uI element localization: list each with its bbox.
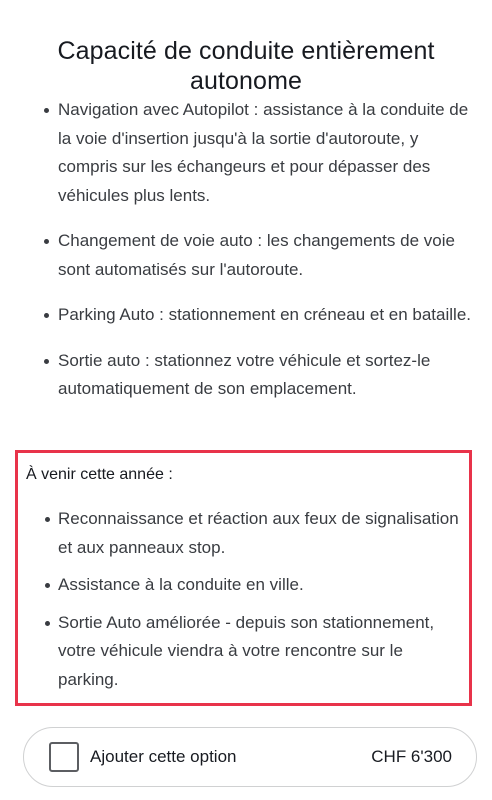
- add-option-checkbox[interactable]: [49, 742, 79, 772]
- add-option-toggle[interactable]: [23, 727, 477, 787]
- upcoming-features-highlight: [15, 450, 472, 706]
- add-option-label: Ajouter cette option: [90, 747, 237, 766]
- upcoming-feature-item: Assistance à la conduite en ville.: [18, 571, 469, 600]
- upcoming-feature-item: Sortie Auto améliorée - depuis son stationnement, votre véhicule viendra à votre rencontre sur le parking.: [18, 609, 469, 695]
- option-price: CHF 6'300: [371, 747, 452, 766]
- feature-item: Navigation avec Autopilot : assistance à la conduite de la voie d'insertion jusqu'à la sortie d'autoroute, y compris sur les échangeurs et pour dépasser des véhicules plus lents.: [0, 96, 492, 210]
- feature-item: Parking Auto : stationnement en créneau et en bataille.: [0, 301, 492, 330]
- feature-item: Sortie auto : stationnez votre véhicule et sortez-le automatiquement de son emplacement.: [0, 347, 492, 404]
- upcoming-heading: À venir cette année :: [26, 466, 173, 483]
- feature-item: Changement de voie auto : les changements de voie sont automatisés sur l'autoroute.: [0, 227, 492, 284]
- page-title: Capacité de conduite entièrement autonome: [57, 37, 435, 95]
- feature-list: [0, 96, 492, 421]
- upcoming-feature-list: [18, 505, 469, 703]
- upcoming-feature-item: Reconnaissance et réaction aux feux de signalisation et aux panneaux stop.: [18, 505, 469, 562]
